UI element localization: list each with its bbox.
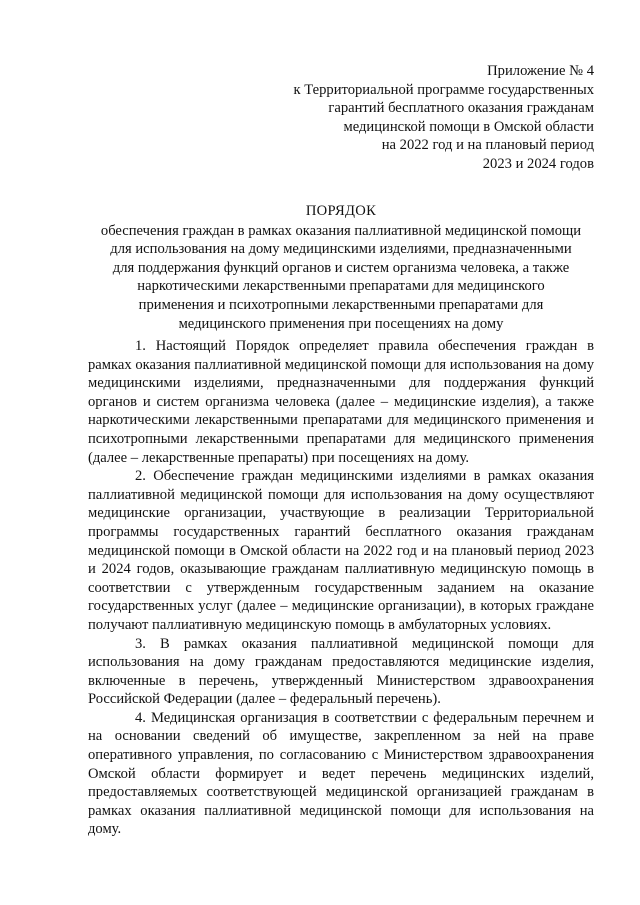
appendix-line: к Территориальной программе государственных: [293, 81, 594, 98]
appendix-line: медицинской помощи в Омской области: [343, 118, 594, 135]
document-body: [88, 337, 594, 839]
subtitle-line: наркотическими лекарственными препаратами для медицинского: [137, 278, 545, 295]
document-title: ПОРЯДОК: [305, 203, 377, 219]
paragraph-2: 2. Обеспечение граждан медицинскими изделиями в рамках оказания паллиативной медицинской помощи для использования на дому осуществляют медицинские организации, участвующие в реализации Территориальной программы государственных гарантий бесплатного оказания гражданам медицинской помощи в Омской области на 2022 год и на плановый период 2023 и 2024 годов, оказывающие гражданам паллиативную медицинскую помощь в соответствии с утвержденным государственным заданием на оказание государственных услуг (далее – медицинские организации), в которых граждане получают паллиативную медицинскую помощь в амбулаторных условиях.: [88, 468, 594, 633]
appendix-line: Приложение № 4: [487, 63, 594, 79]
document-heading: [80, 202, 602, 333]
document-subtitle: [80, 222, 602, 334]
appendix-line: на 2022 год и на плановый период: [381, 137, 594, 154]
subtitle-line: применения и психотропными лекарственными препаратами для: [138, 296, 544, 313]
paragraph-1: 1. Настоящий Порядок определяет правила обеспечения граждан в рамках оказания паллиативной медицинской помощи для использования на дому медицинскими изделиями, предназначенными для поддержания функций органов и систем организма человека (далее – медицинские изделия), а также наркотическими лекарственными препаратами для медицинского применения и психотропными лекарственными препаратами для медицинского применения (далее – лекарственные препараты) при посещениях на дому.: [88, 338, 594, 466]
paragraph-4: 4. Медицинская организация в соответствии с федеральным перечнем и на основании сведений об имуществе, закрепленном за ней на праве оперативного управления, по согласованию с Министерством здравоохранения Омской области формирует и ведет перечень медицинских изделий, предоставляемых соответствующей медицинской организацией гражданам в рамках оказания паллиативной медицинской помощи для использования на дому.: [88, 709, 594, 838]
paragraph-3: 3. В рамках оказания паллиативной медицинской помощи для использования на дому гражданам предоставляются медицинские изделия, включенные в перечень, утвержденный Министерством здравоохранения Российской Федерации (далее – федеральный перечень).: [88, 635, 594, 708]
appendix-block: [234, 62, 594, 174]
subtitle-line: обеспечения граждан в рамках оказания паллиативной медицинской помощи: [100, 222, 582, 239]
appendix-line: 2023 и 2024 годов: [482, 155, 594, 172]
subtitle-line: медицинского применения при посещениях на дому: [178, 315, 504, 332]
subtitle-line: для использования на дому медицинскими изделиями, предназначенными: [110, 241, 572, 258]
appendix-line: гарантий бесплатного оказания гражданам: [328, 100, 594, 117]
subtitle-line: для поддержания функций органов и систем организма человека, а также: [112, 259, 570, 276]
